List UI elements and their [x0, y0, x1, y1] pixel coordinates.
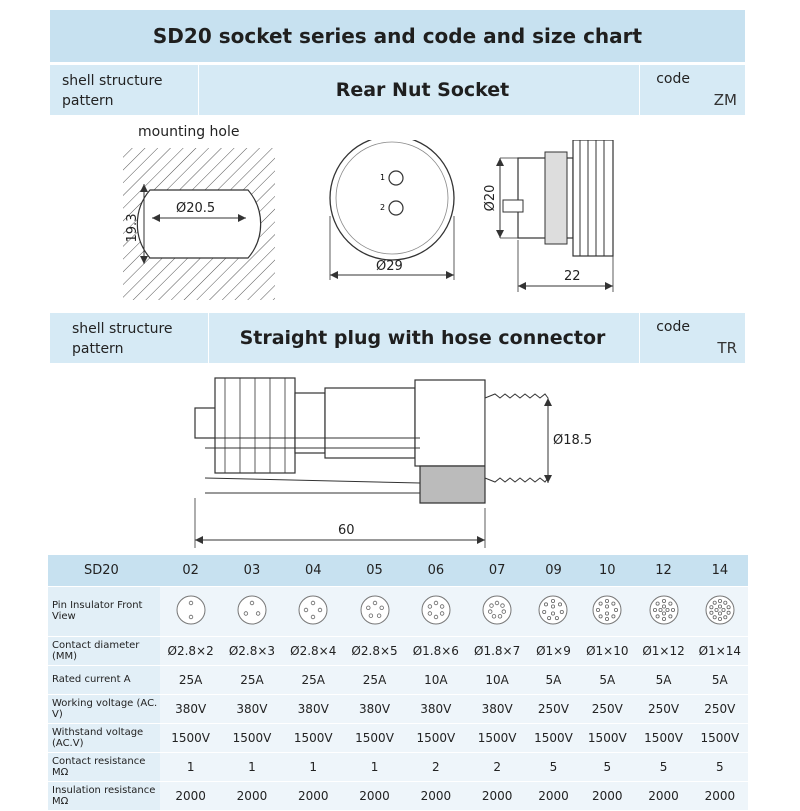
code-label: code	[656, 71, 690, 87]
row-label: Withstand voltage (AC.V)	[48, 723, 160, 752]
mounting-hole-diagram	[123, 148, 275, 300]
pin-insulator-cell	[579, 586, 635, 636]
pin-insulator-cell	[692, 586, 748, 636]
header-column-09: 09	[528, 555, 579, 586]
pin-insulator-icon	[648, 594, 680, 626]
pin-insulator-icon	[175, 594, 207, 626]
table-cell: 5	[528, 752, 579, 781]
table-cell: Ø1.8×7	[466, 636, 527, 665]
table-cell: 1500V	[579, 723, 635, 752]
pin-hole	[668, 602, 671, 605]
face-diameter-label: Ø29	[376, 259, 403, 274]
code-label: code	[656, 319, 690, 335]
pin-hole	[440, 611, 444, 615]
pin-hole	[597, 608, 600, 611]
mounting-hole-label: mounting hole	[138, 124, 240, 140]
divider	[208, 313, 209, 363]
pin-insulator-icon	[420, 594, 452, 626]
table-cell: 2000	[405, 781, 466, 810]
pin-hole	[318, 608, 322, 612]
header-column-14: 14	[692, 555, 748, 586]
table-cell: 5A	[692, 665, 748, 694]
table-cell: 1500V	[528, 723, 579, 752]
pin-hole	[612, 602, 615, 605]
table-cell: Ø1×14	[692, 636, 748, 665]
pin-hole	[189, 615, 193, 619]
divider	[198, 65, 199, 115]
pin-1-label: 1	[380, 173, 386, 182]
pin-hole	[606, 604, 609, 607]
side-length-label: 22	[564, 269, 581, 284]
table-cell: Ø1.8×6	[405, 636, 466, 665]
table-cell: 1	[283, 752, 344, 781]
pin-hole	[671, 608, 674, 611]
structure-label-line1: shell structure	[72, 321, 173, 337]
pin-hole	[492, 614, 496, 618]
pin-hole	[556, 616, 559, 619]
pin-hole	[662, 604, 665, 607]
pin-hole	[653, 608, 656, 611]
table-row	[48, 636, 748, 665]
section-header-rear-nut-socket	[50, 65, 745, 115]
header-column-06: 06	[405, 555, 466, 586]
pin-hole	[710, 605, 713, 608]
pin-hole	[656, 614, 659, 617]
pin-hole	[501, 603, 505, 607]
pin-hole	[366, 606, 370, 610]
pin-hole	[612, 614, 615, 617]
pin-hole	[713, 601, 716, 604]
table-cell: 5A	[579, 665, 635, 694]
pin-hole	[369, 613, 373, 617]
pin-hole	[495, 601, 499, 605]
pin-insulator-icon	[591, 594, 623, 626]
table-cell: 250V	[692, 694, 748, 723]
table-cell: 1500V	[692, 723, 748, 752]
table-cell: 1500V	[405, 723, 466, 752]
table-cell: 380V	[221, 694, 282, 723]
table-cell: 2000	[579, 781, 635, 810]
pin-hole	[440, 604, 444, 608]
pin-insulator-icon	[359, 594, 391, 626]
row-label: Contact resistance MΩ	[48, 752, 160, 781]
pin-hole	[311, 601, 315, 605]
socket-face-diagram	[330, 140, 454, 280]
pin-hole	[718, 599, 721, 602]
table-cell: 2000	[635, 781, 691, 810]
table-cell: Ø1×10	[579, 636, 635, 665]
table-cell: 2000	[528, 781, 579, 810]
pin-hole	[559, 602, 562, 605]
table-cell: Ø1×9	[528, 636, 579, 665]
table-cell: 2	[405, 752, 466, 781]
pin-insulator-cell	[283, 586, 344, 636]
row-label: Working voltage (AC. V)	[48, 694, 160, 723]
pin-insulator-cell	[160, 586, 221, 636]
pin-hole	[665, 608, 668, 611]
pin-hole	[710, 611, 713, 614]
table-cell: 2000	[221, 781, 282, 810]
divider	[639, 65, 640, 115]
pin-hole	[428, 604, 432, 608]
pin-hole	[502, 609, 506, 613]
pin-hole	[434, 601, 438, 605]
pin-insulator-cell	[466, 586, 527, 636]
table-cell: 2000	[692, 781, 748, 810]
table-cell: Ø2.8×4	[283, 636, 344, 665]
structure-label-line2: pattern	[62, 93, 114, 109]
table-cell: 5	[579, 752, 635, 781]
table-cell: 250V	[528, 694, 579, 723]
pin-hole	[490, 603, 494, 607]
pin-hole	[656, 602, 659, 605]
pin-hole	[718, 604, 721, 607]
pin-hole	[724, 601, 727, 604]
table-cell: 380V	[160, 694, 221, 723]
table-cell: 10A	[466, 665, 527, 694]
table-cell: Ø2.8×2	[160, 636, 221, 665]
header-column-03: 03	[221, 555, 282, 586]
table-cell: 380V	[466, 694, 527, 723]
pin-hole	[718, 611, 721, 614]
code-value: ZM	[713, 91, 737, 109]
pin-hole	[599, 614, 602, 617]
pin-hole	[615, 608, 618, 611]
structure-label-line2: pattern	[72, 341, 124, 357]
rear-nut-socket-drawing	[0, 140, 800, 340]
table-cell: 2000	[283, 781, 344, 810]
table-row	[48, 694, 748, 723]
pin-insulator-icon	[297, 594, 329, 626]
pin-hole	[606, 617, 609, 620]
pin-hole	[498, 614, 502, 618]
header-column-04: 04	[283, 555, 344, 586]
pin-hole	[662, 617, 665, 620]
table-row	[48, 586, 748, 636]
section-name: Straight plug with hose connector	[239, 327, 606, 349]
pin-insulator-cell	[221, 586, 282, 636]
table-cell: 25A	[344, 665, 405, 694]
table-cell: Ø2.8×5	[344, 636, 405, 665]
table-cell: 25A	[221, 665, 282, 694]
table-cell: 1	[221, 752, 282, 781]
header-series-label: SD20	[48, 555, 160, 586]
page-title-bar	[50, 10, 745, 62]
table-cell: 1500V	[466, 723, 527, 752]
row-label: Insulation resistance MΩ	[48, 781, 160, 810]
pin-insulator-icon	[236, 594, 268, 626]
table-cell: 1500V	[221, 723, 282, 752]
pin-hole	[489, 609, 493, 613]
plug-body	[195, 378, 485, 503]
table-cell: 1500V	[283, 723, 344, 752]
table-cell: 1500V	[160, 723, 221, 752]
table-cell: 2000	[466, 781, 527, 810]
structure-label	[62, 71, 163, 111]
pin-hole	[561, 610, 564, 613]
pin-insulator-cell	[405, 586, 466, 636]
section-name: Rear Nut Socket	[335, 79, 510, 101]
pin-hole	[552, 599, 555, 602]
pin-hole	[189, 601, 193, 605]
table-cell: 5A	[635, 665, 691, 694]
straight-plug-drawing	[0, 368, 800, 553]
pin-hole	[552, 604, 555, 607]
socket-side-diagram	[483, 140, 613, 292]
pin-hole	[428, 611, 432, 615]
table-cell: 2	[466, 752, 527, 781]
row-label: Contact diameter (MM)	[48, 636, 160, 665]
header-column-12: 12	[635, 555, 691, 586]
table-row	[48, 752, 748, 781]
pin-hole	[722, 608, 725, 611]
flat-height-label: 19.3	[125, 213, 140, 243]
pin-hole	[379, 606, 383, 610]
divider	[639, 313, 640, 363]
pin-hole	[606, 611, 609, 614]
pin-hole	[727, 605, 730, 608]
table-cell: 250V	[635, 694, 691, 723]
header-column-02: 02	[160, 555, 221, 586]
row-label: Rated current A	[48, 665, 160, 694]
structure-label-line1: shell structure	[62, 73, 163, 89]
pin-hole	[662, 599, 665, 602]
pin-hole	[658, 608, 661, 611]
table-cell: 380V	[283, 694, 344, 723]
section-header-straight-plug	[50, 313, 745, 363]
table-cell: 380V	[344, 694, 405, 723]
table-cell: 25A	[283, 665, 344, 694]
table-cell: 5A	[528, 665, 579, 694]
pin-hole	[727, 611, 730, 614]
corrugated-hose	[485, 394, 548, 482]
pin-hole	[599, 602, 602, 605]
pin-hole	[545, 602, 548, 605]
pin-insulator-cell	[528, 586, 579, 636]
table-cell: 2000	[344, 781, 405, 810]
code-value: TR	[717, 339, 737, 357]
header-column-10: 10	[579, 555, 635, 586]
pin-hole	[373, 601, 377, 605]
hole-diameter-label: Ø20.5	[176, 201, 216, 216]
spec-table	[48, 555, 748, 811]
header-column-05: 05	[344, 555, 405, 586]
row-label: Pin Insulator Front View	[48, 586, 160, 636]
table-header-row	[48, 555, 748, 586]
pin-hole	[718, 617, 721, 620]
table-cell: 1	[160, 752, 221, 781]
table-cell: Ø1×12	[635, 636, 691, 665]
table-row	[48, 781, 748, 810]
pin-hole	[434, 615, 438, 619]
side-diameter-label: Ø20	[483, 184, 498, 212]
pin-hole	[715, 608, 718, 611]
pin-hole	[713, 615, 716, 618]
pin-insulator-icon	[537, 594, 569, 626]
structure-label	[72, 319, 173, 359]
table-cell: 1	[344, 752, 405, 781]
pin-hole	[377, 613, 381, 617]
table-row	[48, 665, 748, 694]
pin-hole	[668, 614, 671, 617]
plug-diameter-label: Ø18.5	[553, 433, 593, 448]
page-title: SD20 socket series and code and size chart	[152, 24, 643, 48]
pin-hole	[606, 599, 609, 602]
pin-hole	[250, 601, 254, 605]
pin-hole	[724, 615, 727, 618]
plug-length-label: 60	[338, 523, 355, 538]
table-cell: Ø2.8×3	[221, 636, 282, 665]
table-cell: 5	[635, 752, 691, 781]
table-cell: 2000	[160, 781, 221, 810]
pin-hole	[552, 611, 555, 614]
pin-hole	[662, 611, 665, 614]
pin-hole	[548, 616, 551, 619]
pin-insulator-icon	[481, 594, 513, 626]
table-cell: 380V	[405, 694, 466, 723]
pin-hole	[304, 608, 308, 612]
table-cell: 5	[692, 752, 748, 781]
pin-2-label: 2	[380, 203, 386, 212]
pin-hole	[311, 615, 315, 619]
pin-insulator-cell	[635, 586, 691, 636]
table-cell: 1500V	[344, 723, 405, 752]
table-row	[48, 723, 748, 752]
header-column-07: 07	[466, 555, 527, 586]
pin-hole	[256, 611, 260, 615]
table-cell: 250V	[579, 694, 635, 723]
pin-hole	[543, 610, 546, 613]
table-cell: 1500V	[635, 723, 691, 752]
pin-insulator-cell	[344, 586, 405, 636]
pin-hole	[244, 611, 248, 615]
pin-insulator-icon	[704, 594, 736, 626]
table-cell: 10A	[405, 665, 466, 694]
table-cell: 25A	[160, 665, 221, 694]
